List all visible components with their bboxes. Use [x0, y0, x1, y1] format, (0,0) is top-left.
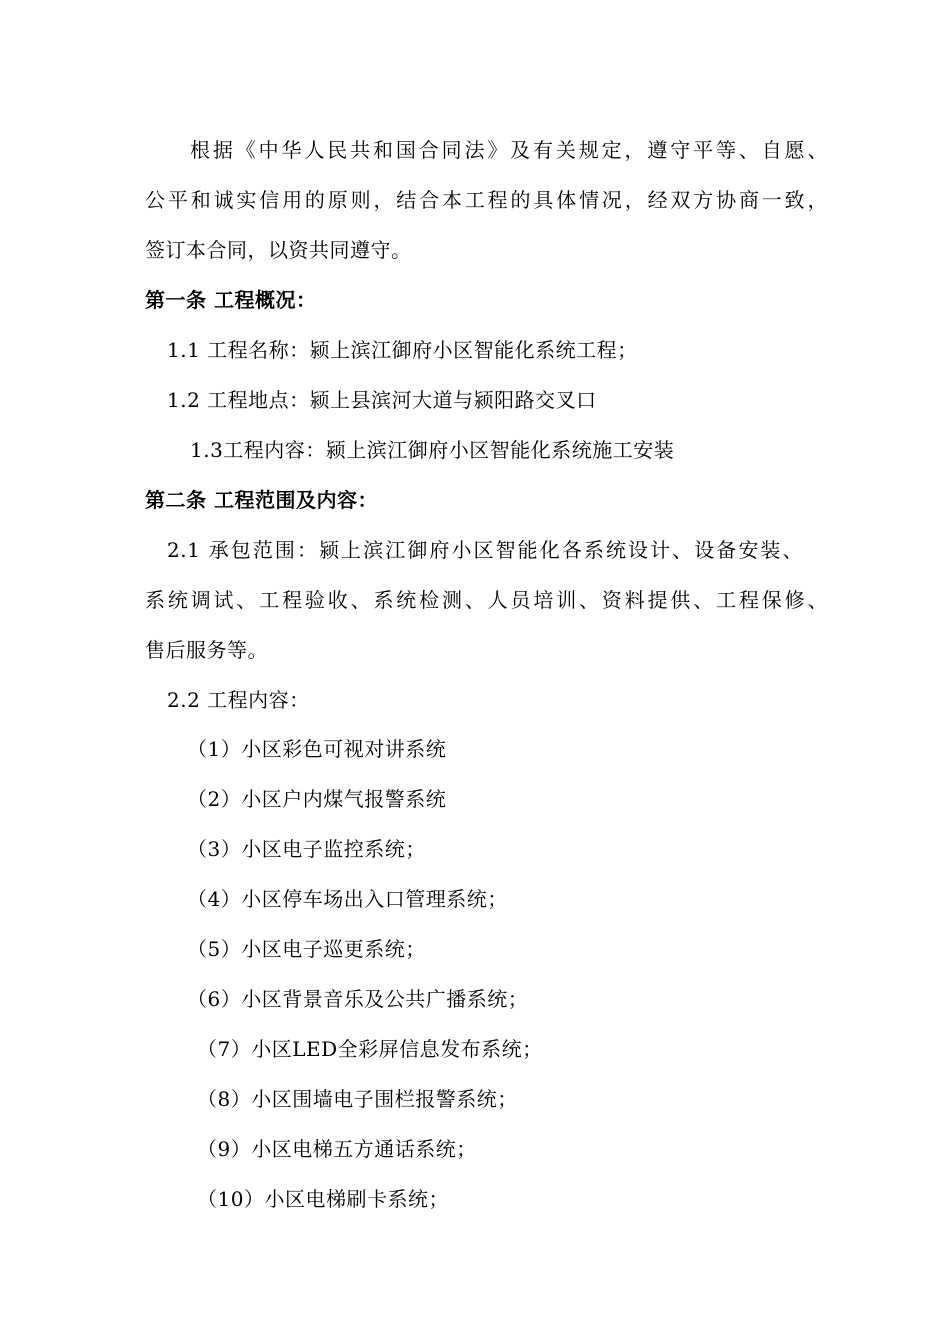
article-2-heading: 第二条 工程范围及内容：: [145, 488, 378, 512]
project-content-item: 1.3工程内容：颍上滨江御府小区智能化系统施工安装: [190, 438, 675, 462]
scope-line-1: 2.1 承包范围：颍上滨江御府小区智能化各系统设计、设备安装、: [167, 538, 803, 562]
scope-line-3: 售后服务等。: [145, 638, 268, 662]
content-heading: 2.2 工程内容：: [167, 688, 310, 712]
system-list-item: （9）小区电梯五方通话系统；: [197, 1137, 477, 1161]
system-list-item: （1）小区彩色可视对讲系统: [187, 737, 447, 761]
intro-paragraph-line-1: 根据《中华人民共和国合同法》及有关规定，遵守平等、自愿、: [190, 138, 828, 162]
system-list-item: （6）小区背景音乐及公共广播系统；: [187, 987, 529, 1011]
project-location-item: 1.2 工程地点：颍上县滨河大道与颍阳路交叉口: [167, 388, 597, 412]
system-list-item: （3）小区电子监控系统；: [187, 837, 426, 861]
system-list-item: （8）小区围墙电子围栏报警系统；: [197, 1087, 518, 1111]
system-list-item: （5）小区电子巡更系统；: [187, 937, 426, 961]
intro-paragraph-line-3: 签订本合同，以资共同遵守。: [145, 238, 412, 262]
system-list-item: （4）小区停车场出入口管理系统；: [187, 887, 508, 911]
project-name-item: 1.1 工程名称：颍上滨江御府小区智能化系统工程；: [167, 338, 638, 362]
intro-paragraph-line-2: 公平和诚实信用的原则，结合本工程的具体情况，经双方协商一致，: [145, 188, 828, 212]
system-list-item: （10）小区电梯刷卡系统；: [197, 1187, 449, 1211]
scope-line-2: 系统调试、工程验收、系统检测、人员培训、资料提供、工程保修、: [145, 588, 828, 612]
system-list-item: （2）小区户内煤气报警系统: [187, 787, 447, 811]
system-list-item: （7）小区LED全彩屏信息发布系统；: [197, 1037, 543, 1061]
article-1-heading: 第一条 工程概况：: [145, 288, 317, 312]
